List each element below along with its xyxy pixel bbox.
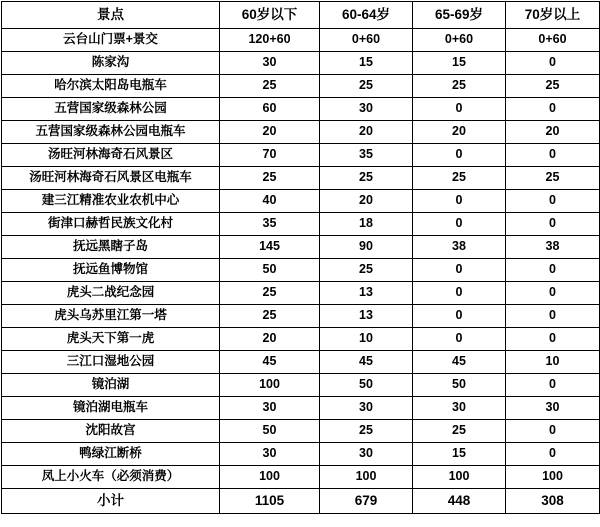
row-label-spot: 街津口赫哲民族文化村 <box>2 213 220 236</box>
price-cell: 0 <box>413 190 506 213</box>
row-label-spot: 五营国家级森林公园 <box>2 98 220 121</box>
table-row <box>2 420 600 443</box>
price-cell: 25 <box>220 75 320 98</box>
row-label-spot: 汤旺河林海奇石风景区 <box>2 144 220 167</box>
table-row <box>2 443 600 466</box>
price-cell: 20 <box>320 190 413 213</box>
price-cell: 1105 <box>220 489 320 514</box>
table-row <box>2 397 600 420</box>
table-body <box>2 29 600 514</box>
price-cell: 30 <box>220 397 320 420</box>
row-label-spot: 虎头乌苏里江第一塔 <box>2 305 220 328</box>
price-cell: 13 <box>320 282 413 305</box>
price-cell: 0 <box>413 282 506 305</box>
price-cell: 0 <box>413 259 506 282</box>
price-cell: 0 <box>506 328 600 351</box>
price-cell: 60 <box>220 98 320 121</box>
price-cell: 0 <box>506 305 600 328</box>
price-cell: 0+60 <box>413 29 506 52</box>
price-cell: 30 <box>506 397 600 420</box>
table-row <box>2 167 600 190</box>
price-cell: 100 <box>320 466 413 489</box>
row-label-total: 小计 <box>2 489 220 514</box>
table-header-row <box>2 2 600 29</box>
price-cell: 145 <box>220 236 320 259</box>
price-cell: 20 <box>220 328 320 351</box>
price-cell: 30 <box>320 443 413 466</box>
price-cell: 30 <box>220 52 320 75</box>
row-label-spot: 虎头天下第一虎 <box>2 328 220 351</box>
price-cell: 45 <box>413 351 506 374</box>
price-cell: 45 <box>220 351 320 374</box>
price-cell: 15 <box>320 52 413 75</box>
price-cell: 25 <box>413 75 506 98</box>
row-label-spot: 陈家沟 <box>2 52 220 75</box>
table-row <box>2 466 600 489</box>
row-label-spot: 三江口湿地公园 <box>2 351 220 374</box>
price-cell: 20 <box>320 121 413 144</box>
column-header-under-60: 60岁以下 <box>220 2 320 29</box>
price-cell: 40 <box>220 190 320 213</box>
table-row <box>2 374 600 397</box>
price-cell: 30 <box>413 397 506 420</box>
table-row <box>2 351 600 374</box>
price-cell: 25 <box>220 282 320 305</box>
price-cell: 15 <box>413 52 506 75</box>
price-cell: 100 <box>413 466 506 489</box>
price-cell: 38 <box>506 236 600 259</box>
price-cell: 30 <box>320 397 413 420</box>
row-label-spot: 抚远鱼博物馆 <box>2 259 220 282</box>
price-cell: 0 <box>506 144 600 167</box>
table-row <box>2 29 600 52</box>
price-cell: 15 <box>413 443 506 466</box>
row-label-spot: 沈阳故宫 <box>2 420 220 443</box>
price-cell: 50 <box>320 374 413 397</box>
price-cell: 0 <box>506 443 600 466</box>
price-cell: 25 <box>220 167 320 190</box>
table-header <box>2 2 600 29</box>
row-label-spot: 汤旺河林海奇石风景区电瓶车 <box>2 167 220 190</box>
table-row <box>2 305 600 328</box>
price-cell: 90 <box>320 236 413 259</box>
row-label-spot: 凤上小火车（必须消费） <box>2 466 220 489</box>
row-label-spot: 镜泊湖电瓶车 <box>2 397 220 420</box>
price-cell: 25 <box>320 75 413 98</box>
price-cell: 25 <box>506 75 600 98</box>
row-label-spot: 五营国家级森林公园电瓶车 <box>2 121 220 144</box>
price-cell: 0 <box>506 374 600 397</box>
price-cell: 679 <box>320 489 413 514</box>
price-cell: 0 <box>413 328 506 351</box>
row-label-spot: 鸭绿江断桥 <box>2 443 220 466</box>
price-cell: 45 <box>320 351 413 374</box>
column-header-60-64: 60-64岁 <box>320 2 413 29</box>
price-cell: 10 <box>506 351 600 374</box>
table-row <box>2 52 600 75</box>
price-cell: 13 <box>320 305 413 328</box>
price-cell: 100 <box>220 374 320 397</box>
row-label-spot: 建三江精准农业农机中心 <box>2 190 220 213</box>
row-label-spot: 虎头二战纪念园 <box>2 282 220 305</box>
price-cell: 25 <box>506 167 600 190</box>
price-cell: 20 <box>220 121 320 144</box>
table-row <box>2 328 600 351</box>
price-cell: 50 <box>220 420 320 443</box>
row-label-spot: 抚远黑瞎子岛 <box>2 236 220 259</box>
price-table-sheet <box>0 1 600 527</box>
price-cell: 0 <box>506 190 600 213</box>
price-cell: 0+60 <box>320 29 413 52</box>
table-row <box>2 282 600 305</box>
price-cell: 35 <box>320 144 413 167</box>
table-row <box>2 236 600 259</box>
price-cell: 38 <box>413 236 506 259</box>
price-cell: 0 <box>506 282 600 305</box>
price-cell: 30 <box>220 443 320 466</box>
column-header-65-69: 65-69岁 <box>413 2 506 29</box>
price-cell: 0 <box>506 420 600 443</box>
price-cell: 448 <box>413 489 506 514</box>
price-cell: 25 <box>413 420 506 443</box>
price-cell: 308 <box>506 489 600 514</box>
price-cell: 0 <box>506 98 600 121</box>
price-cell: 50 <box>220 259 320 282</box>
row-label-spot: 镜泊湖 <box>2 374 220 397</box>
price-cell: 20 <box>413 121 506 144</box>
price-cell: 20 <box>506 121 600 144</box>
price-cell: 120+60 <box>220 29 320 52</box>
table-row <box>2 98 600 121</box>
price-cell: 0 <box>413 144 506 167</box>
price-cell: 0 <box>413 305 506 328</box>
price-cell: 100 <box>506 466 600 489</box>
price-cell: 0 <box>506 259 600 282</box>
price-cell: 0+60 <box>506 29 600 52</box>
table-row <box>2 144 600 167</box>
price-cell: 25 <box>220 305 320 328</box>
row-label-spot: 云台山门票+景交 <box>2 29 220 52</box>
scenic-spot-price-table <box>1 1 600 514</box>
table-row <box>2 190 600 213</box>
table-row <box>2 259 600 282</box>
price-cell: 25 <box>320 420 413 443</box>
table-row <box>2 213 600 236</box>
table-row <box>2 489 600 514</box>
price-cell: 0 <box>506 213 600 236</box>
price-cell: 10 <box>320 328 413 351</box>
column-header-spot: 景点 <box>2 2 220 29</box>
price-cell: 50 <box>413 374 506 397</box>
price-cell: 25 <box>320 259 413 282</box>
price-cell: 0 <box>506 52 600 75</box>
column-header-over-70: 70岁以上 <box>506 2 600 29</box>
price-cell: 18 <box>320 213 413 236</box>
price-cell: 35 <box>220 213 320 236</box>
price-cell: 25 <box>320 167 413 190</box>
price-cell: 100 <box>220 466 320 489</box>
price-cell: 0 <box>413 213 506 236</box>
table-row <box>2 75 600 98</box>
table-row <box>2 121 600 144</box>
price-cell: 70 <box>220 144 320 167</box>
row-label-spot: 哈尔滨太阳岛电瓶车 <box>2 75 220 98</box>
price-cell: 0 <box>413 98 506 121</box>
price-cell: 30 <box>320 98 413 121</box>
price-cell: 25 <box>413 167 506 190</box>
